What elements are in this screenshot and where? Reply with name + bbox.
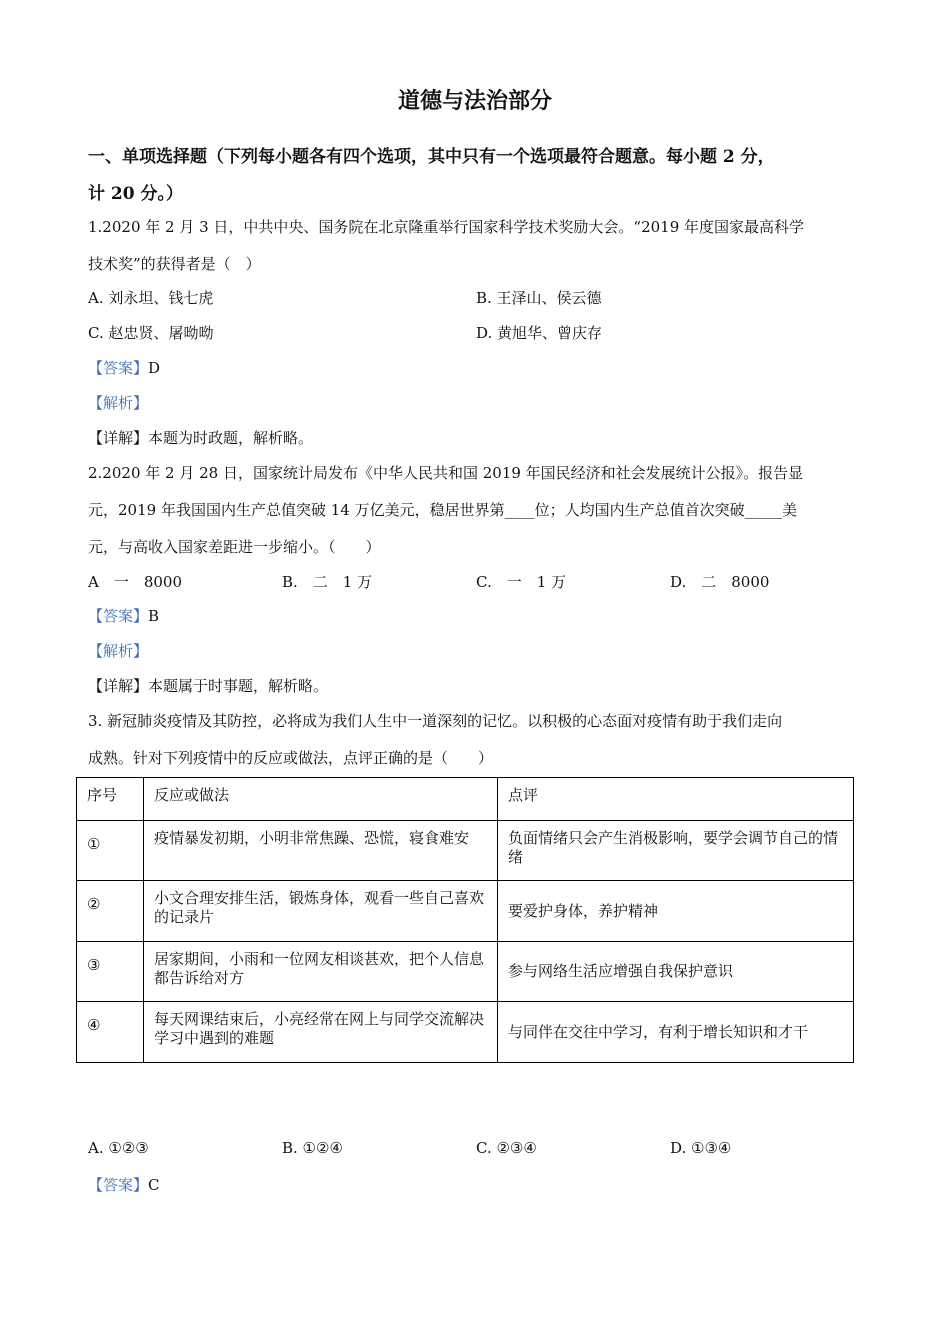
table-row bbox=[77, 881, 854, 942]
row-number: ① bbox=[77, 821, 144, 881]
q2-stem-line2: 元，2019 年我国国内生产总值突破 14 万亿美元，稳居世界第____位；人均国内生产总值首次突破_____美 bbox=[88, 501, 798, 519]
row-action: 疫情暴发初期，小明非常焦躁、恐慌，寝食难安 bbox=[144, 821, 498, 881]
q2-option-a: A 一 8000 bbox=[88, 573, 183, 591]
detail-label: 【详解】 bbox=[88, 677, 149, 695]
q1-answer bbox=[88, 357, 160, 378]
row-number: ④ bbox=[77, 1002, 144, 1063]
answer-label: 【答案】 bbox=[88, 607, 149, 625]
q2-option-d: D. 二 8000 bbox=[670, 573, 770, 591]
q3-option-b: B. ①②④ bbox=[282, 1139, 343, 1157]
detail-text: 本题属于时事题，解析略。 bbox=[148, 677, 329, 695]
q2-detail bbox=[88, 675, 328, 696]
q2-stem-line3: 元，与高收入国家差距进一步缩小。（ ） bbox=[88, 538, 381, 556]
row-action: 居家期间，小雨和一位网友相谈甚欢，把个人信息都告诉给对方 bbox=[144, 942, 498, 1002]
section-heading-line1: 一、单项选择题（下列每小题各有四个选项，其中只有一个选项最符合题意。每小题 2 分， bbox=[88, 147, 775, 167]
page-title: 道德与法治部分 bbox=[397, 88, 552, 114]
q1-stem-line1: 1.2020 年 2 月 3 日，中共中央、国务院在北京隆重举行国家科学技术奖励大会。“2019 年度国家最高科学 bbox=[88, 218, 805, 236]
q1-analysis-label: 【解析】 bbox=[88, 394, 149, 412]
table-row bbox=[77, 942, 854, 1002]
q1-option-b: B. 王泽山、侯云德 bbox=[476, 289, 602, 307]
detail-label: 【详解】 bbox=[88, 429, 149, 447]
header-comment: 点评 bbox=[498, 778, 854, 821]
row-comment: 要爱护身体，养护精神 bbox=[498, 881, 854, 942]
q1-option-c: C. 赵忠贤、屠呦呦 bbox=[88, 324, 214, 342]
q3-option-c: C. ②③④ bbox=[476, 1139, 537, 1157]
table-row bbox=[77, 1002, 854, 1063]
q3-stem-line2: 成熟。针对下列疫情中的反应或做法，点评正确的是（ ） bbox=[88, 749, 494, 767]
q1-detail bbox=[88, 427, 313, 448]
q1-option-a: A. 刘永坦、钱七虎 bbox=[88, 289, 214, 307]
row-action: 每天网课结束后，小亮经常在网上与同学交流解决学习中遇到的难题 bbox=[144, 1002, 498, 1063]
answer-value: B bbox=[148, 607, 160, 625]
row-number: ③ bbox=[77, 942, 144, 1002]
row-comment: 负面情绪只会产生消极影响，要学会调节自己的情绪 bbox=[498, 821, 854, 881]
q1-stem-line2: 技术奖”的获得者是（ ） bbox=[88, 255, 261, 273]
q2-option-c: C. 一 1 万 bbox=[476, 573, 567, 591]
table-row bbox=[77, 821, 854, 881]
answer-label: 【答案】 bbox=[88, 1176, 149, 1194]
answer-label: 【答案】 bbox=[88, 359, 149, 377]
header-action: 反应或做法 bbox=[144, 778, 498, 821]
row-number: ② bbox=[77, 881, 144, 942]
q3-table bbox=[76, 777, 854, 1063]
q3-answer bbox=[88, 1174, 160, 1195]
answer-value: C bbox=[148, 1176, 160, 1194]
row-comment: 与同伴在交往中学习，有利于增长知识和才干 bbox=[498, 1002, 854, 1063]
q1-option-d: D. 黄旭华、曾庆存 bbox=[476, 324, 603, 342]
header-number: 序号 bbox=[77, 778, 144, 821]
table-header-row bbox=[77, 778, 854, 821]
q2-option-b: B. 二 1 万 bbox=[282, 573, 373, 591]
detail-text: 本题为时政题，解析略。 bbox=[148, 429, 314, 447]
row-action: 小文合理安排生活，锻炼身体，观看一些自己喜欢的记录片 bbox=[144, 881, 498, 942]
row-comment: 参与网络生活应增强自我保护意识 bbox=[498, 942, 854, 1002]
q2-answer bbox=[88, 605, 159, 626]
q3-option-d: D. ①③④ bbox=[670, 1139, 732, 1157]
section-heading-line2: 计 20 分。） bbox=[88, 184, 183, 204]
q2-analysis-label: 【解析】 bbox=[88, 642, 149, 660]
answer-value: D bbox=[148, 359, 161, 377]
q3-stem-line1: 3. 新冠肺炎疫情及其防控，必将成为我们人生中一道深刻的记忆。以积极的心态面对疫情有助于我们走向 bbox=[88, 712, 783, 730]
q2-stem-line1: 2.2020 年 2 月 28 日，国家统计局发布《中华人民共和国 2019 年国民经济和社会发展统计公报》。报告显 bbox=[88, 464, 804, 482]
q3-option-a: A. ①②③ bbox=[88, 1139, 149, 1157]
